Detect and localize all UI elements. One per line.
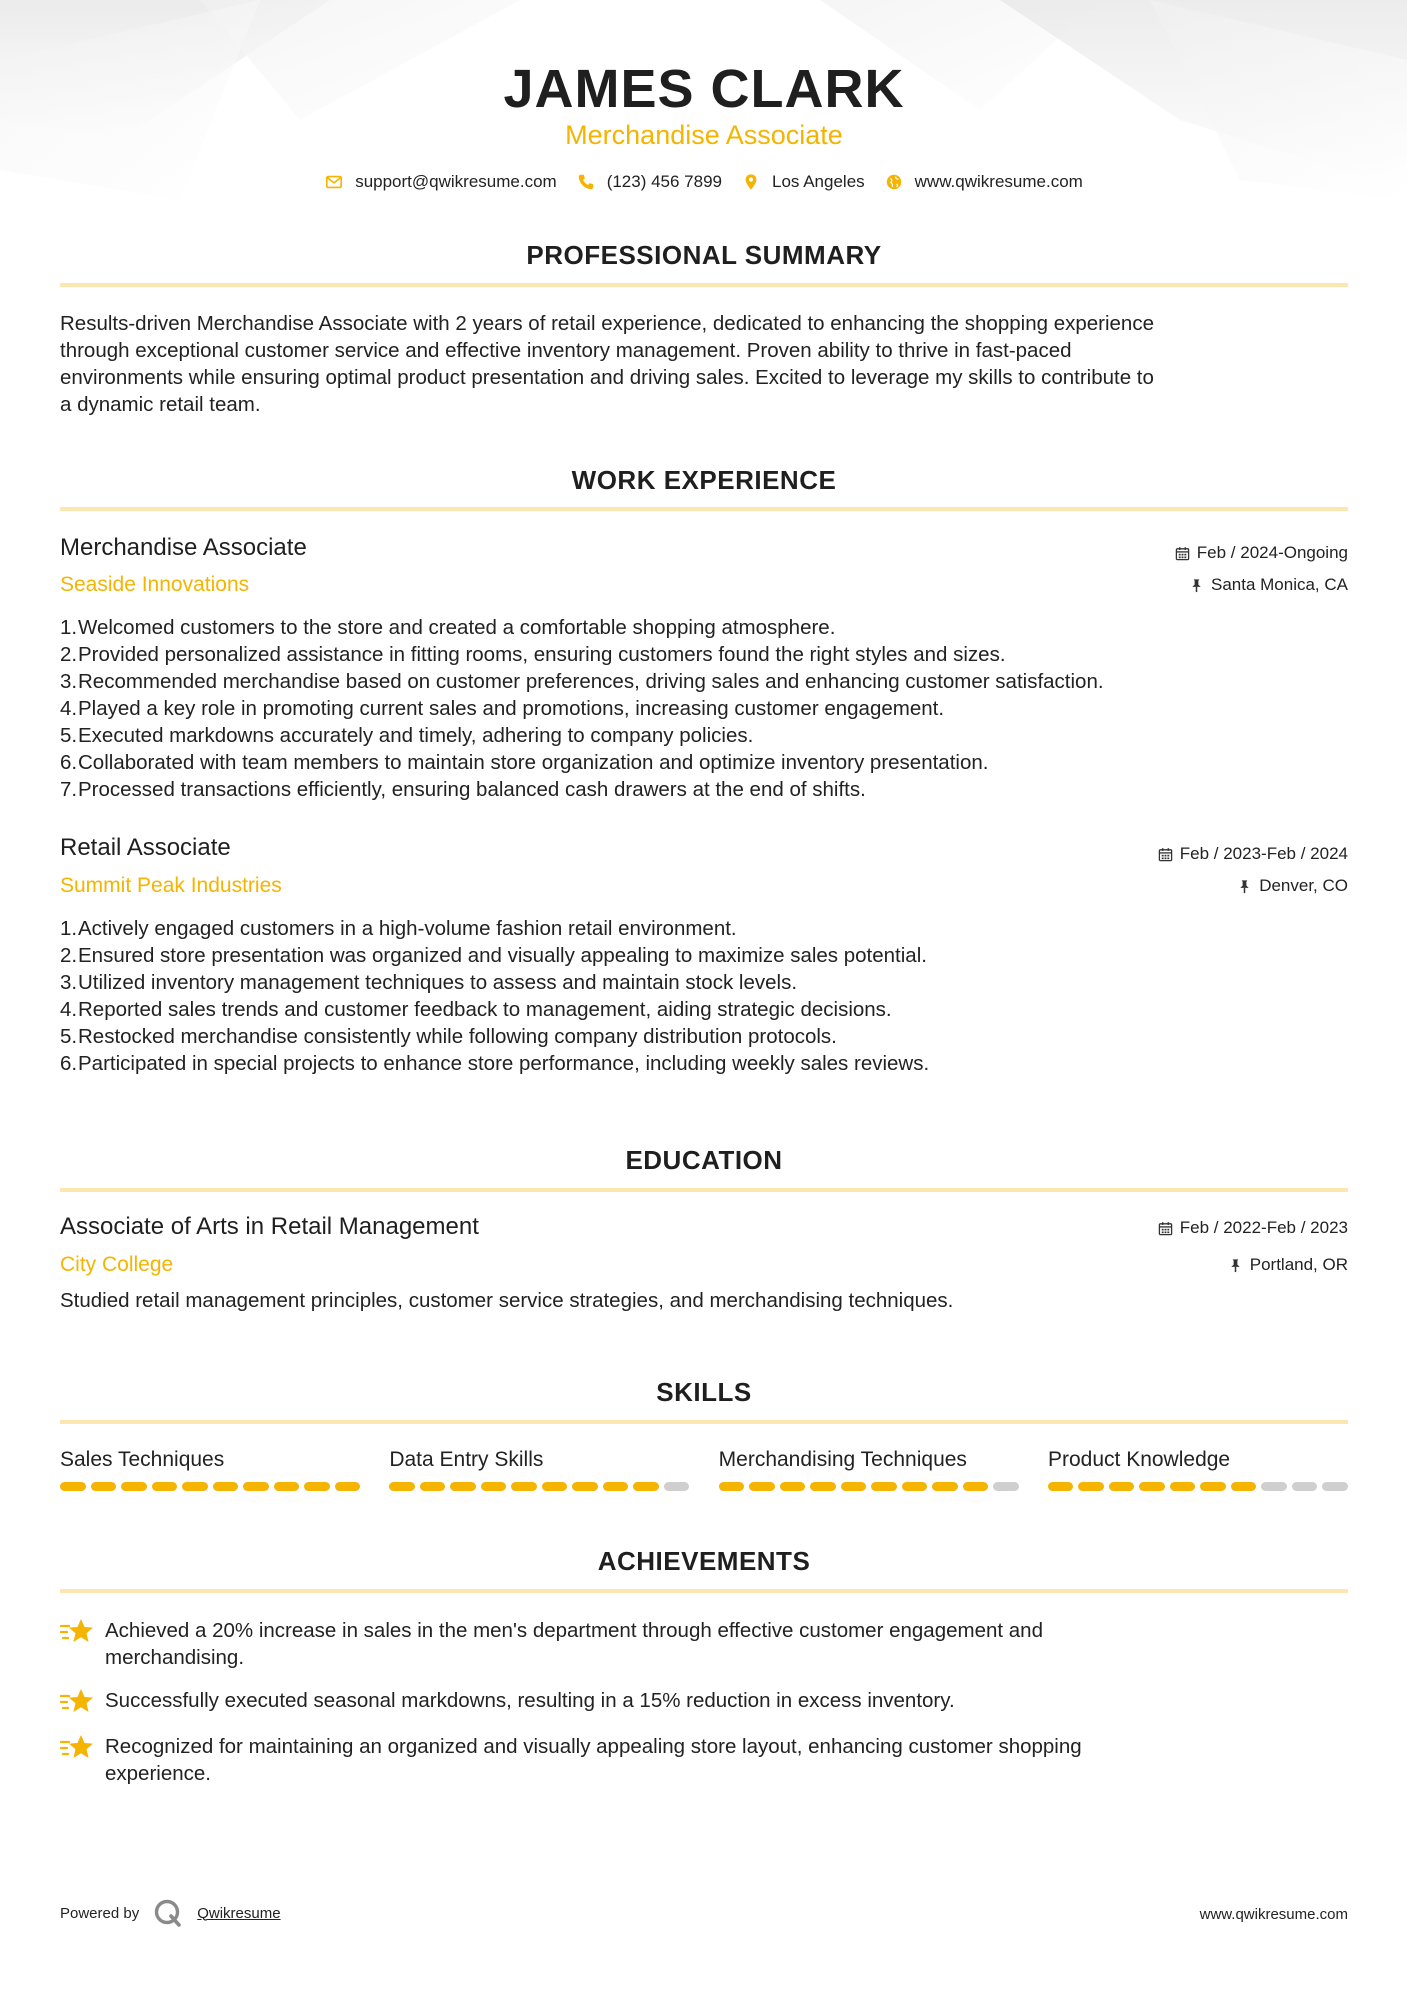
list-item: 1. Welcomed customers to the store and created a comfortable shopping atmosphere.: [60, 616, 836, 639]
list-item: 4. Reported sales trends and customer feedback to management, aiding strategic decisions.: [60, 998, 892, 1021]
skill-level-bar: [60, 1482, 360, 1491]
achievement-text: Recognized for maintaining an organized and visually appealing store layout, enhancing customer shopping experience.: [105, 1735, 1082, 1785]
skill-segment-filled: [182, 1482, 208, 1491]
list-item: 5. Executed markdowns accurately and timely, adhering to company policies.: [60, 724, 754, 747]
powered-by-label: Powered by: [60, 1904, 140, 1922]
skill-segment-filled: [841, 1482, 867, 1491]
job-bullets: [60, 614, 1348, 803]
skills-divider: [60, 1420, 1348, 1424]
skill-segment-filled: [633, 1482, 659, 1491]
list-item: 1. Actively engaged customers in a high-volume fashion retail environment.: [60, 917, 737, 940]
list-item: 6. Participated in special projects to enhance store performance, including weekly sales reviews.: [60, 1052, 930, 1075]
skill-segment-filled: [213, 1482, 239, 1491]
skill-segment-filled: [932, 1482, 958, 1491]
achievements-list: [60, 1617, 1348, 1803]
education-dates-text: Feb / 2022-Feb / 2023: [1179, 1218, 1348, 1237]
summary-text: [60, 310, 1348, 418]
map-pin-icon: [742, 173, 760, 191]
pushpin-icon: [1237, 879, 1252, 894]
school-name: City College: [60, 1253, 174, 1276]
envelope-icon: [325, 173, 343, 191]
skill-segment-filled: [420, 1482, 446, 1491]
skill-segment-filled: [389, 1482, 415, 1491]
skill-segment-filled: [780, 1482, 806, 1491]
achievements-divider: [60, 1589, 1348, 1593]
education-location: [1228, 1255, 1348, 1275]
job-location-text: Denver, CO: [1259, 876, 1348, 895]
job-company: Seaside Innovations: [60, 573, 250, 596]
skill-item: [389, 1448, 689, 1491]
list-item: 6. Collaborated with team members to maintain store organization and optimize inventory presentation.: [60, 751, 989, 774]
list-item: 3. Recommended merchandise based on customer preferences, driving sales and enhancing customer satisfaction.: [60, 670, 1104, 693]
skill-segment-filled: [1200, 1482, 1226, 1491]
achievement-text: Achieved a 20% increase in sales in the men's department through effective customer engagement and merchandising.: [105, 1619, 1043, 1669]
skill-level-bar: [719, 1482, 1019, 1491]
education-dates: [1158, 1218, 1348, 1238]
summary-line: Results-driven Merchandise Associate with 2 years of retail experience, dedicated to enhancing the shopping experience: [60, 312, 1154, 335]
education-heading: EDUCATION: [625, 1145, 783, 1175]
shooting-star-icon: [60, 1733, 94, 1763]
degree-title: Associate of Arts in Retail Management: [60, 1213, 479, 1240]
shooting-star-icon: [60, 1687, 94, 1717]
candidate-role: Merchandise Associate: [565, 120, 843, 150]
skill-segment-filled: [719, 1482, 745, 1491]
achievement-text: Successfully executed seasonal markdowns, resulting in a 15% reduction in excess inventory.: [105, 1689, 955, 1712]
candidate-name: JAMES CLARK: [503, 59, 905, 119]
skill-segment-filled: [1109, 1482, 1135, 1491]
skill-segment-filled: [152, 1482, 178, 1491]
education-location-text: Portland, OR: [1249, 1255, 1348, 1274]
list-item: 4. Played a key role in promoting current sales and promotions, increasing customer engagement.: [60, 697, 945, 720]
skill-segment-filled: [1170, 1482, 1196, 1491]
list-item: 2. Ensured store presentation was organized and visually appealing to maximize sales potential.: [60, 944, 927, 967]
skill-item: [719, 1448, 1019, 1491]
job-bullets: [60, 915, 1348, 1077]
achievements-heading: ACHIEVEMENTS: [597, 1546, 811, 1576]
phone-text: (123) 456 7899: [606, 172, 723, 191]
job-title: Retail Associate: [60, 834, 231, 861]
skill-segment-filled: [810, 1482, 836, 1491]
skill-level-bar: [1048, 1482, 1348, 1491]
skill-name: Sales Techniques: [60, 1448, 225, 1471]
contact-website[interactable]: [885, 172, 1083, 192]
shooting-star-icon: [60, 1617, 94, 1647]
skill-segment-filled: [304, 1482, 330, 1491]
summary-line: through exceptional customer service and effective inventory management. Proven ability to thrive in fast-paced: [60, 339, 1072, 362]
skill-item: [60, 1448, 360, 1491]
footer-website-link[interactable]: www.qwikresume.com: [1199, 1906, 1348, 1923]
summary-line: a dynamic retail team.: [60, 393, 261, 416]
list-item: 7. Processed transactions efficiently, ensuring balanced cash drawers at the end of shifts.: [60, 778, 866, 801]
job-company: Summit Peak Industries: [60, 874, 282, 897]
job-location: [1237, 876, 1348, 896]
skill-segment-filled: [749, 1482, 775, 1491]
location-text: Los Angeles: [772, 172, 865, 191]
skill-segment-filled: [274, 1482, 300, 1491]
job-dates-text: Feb / 2023-Feb / 2024: [1179, 844, 1348, 863]
calendar-icon: [1158, 1221, 1173, 1236]
phone-icon: [577, 173, 595, 191]
skill-segment-empty: [664, 1482, 690, 1491]
skills-heading: SKILLS: [656, 1377, 752, 1407]
skill-segment-empty: [993, 1482, 1019, 1491]
skills-list: [60, 1448, 1348, 1491]
experience-heading: WORK EXPERIENCE: [571, 465, 837, 495]
skill-segment-filled: [511, 1482, 537, 1491]
skill-segment-filled: [121, 1482, 147, 1491]
skill-segment-filled: [335, 1482, 361, 1491]
job-dates: [1158, 844, 1348, 864]
skill-item: [1048, 1448, 1348, 1491]
calendar-icon: [1175, 546, 1190, 561]
skill-segment-filled: [1048, 1482, 1074, 1491]
skill-segment-filled: [60, 1482, 86, 1491]
achievement-item: [60, 1687, 1348, 1717]
job-title: Merchandise Associate: [60, 534, 307, 561]
skill-segment-filled: [603, 1482, 629, 1491]
skill-segment-empty: [1292, 1482, 1318, 1491]
skill-segment-filled: [963, 1482, 989, 1491]
list-item: 5. Restocked merchandise consistently while following company distribution protocols.: [60, 1025, 837, 1048]
experience-divider: [60, 507, 1348, 511]
contact-phone[interactable]: [577, 172, 722, 192]
email-text: support@qwikresume.com: [355, 172, 557, 191]
contact-email[interactable]: [325, 172, 557, 192]
skill-segment-filled: [902, 1482, 928, 1491]
footer-powered-by: [60, 1898, 281, 1928]
job-location-text: Santa Monica, CA: [1210, 575, 1348, 594]
website-text: www.qwikresume.com: [914, 172, 1083, 191]
skill-segment-empty: [1261, 1482, 1287, 1491]
skill-level-bar: [389, 1482, 689, 1491]
summary-line: environments while ensuring optimal product presentation and driving sales. Excited to leverage my skills to contribute to: [60, 366, 1154, 389]
job-dates: [1175, 543, 1348, 563]
summary-divider: [60, 283, 1348, 287]
skill-segment-empty: [1322, 1482, 1348, 1491]
contact-bar: [60, 172, 1348, 192]
pushpin-icon: [1228, 1258, 1243, 1273]
contact-location: [742, 172, 865, 192]
list-item: 2. Provided personalized assistance in fitting rooms, ensuring customers found the right styles and sizes.: [60, 643, 1006, 666]
skill-segment-filled: [1139, 1482, 1165, 1491]
education-description: Studied retail management principles, customer service strategies, and merchandising techniques.: [60, 1289, 954, 1312]
list-item: 3. Utilized inventory management techniques to assess and maintain stock levels.: [60, 971, 798, 994]
skill-segment-filled: [91, 1482, 117, 1491]
skill-segment-filled: [1231, 1482, 1257, 1491]
qwikresume-logo-icon: [153, 1898, 183, 1928]
skill-name: Data Entry Skills: [389, 1448, 544, 1471]
job-dates-text: Feb / 2024-Ongoing: [1196, 543, 1348, 562]
skill-segment-filled: [542, 1482, 568, 1491]
skill-segment-filled: [243, 1482, 269, 1491]
pushpin-icon: [1189, 578, 1204, 593]
skill-name: Merchandising Techniques: [718, 1448, 967, 1471]
achievement-item: [60, 1617, 1348, 1671]
education-divider: [60, 1188, 1348, 1192]
skill-segment-filled: [450, 1482, 476, 1491]
achievement-item: [60, 1733, 1348, 1787]
skill-segment-filled: [481, 1482, 507, 1491]
summary-heading: PROFESSIONAL SUMMARY: [526, 240, 882, 270]
skill-name: Product Knowledge: [1047, 1448, 1231, 1471]
job-location: [1189, 575, 1348, 595]
skill-segment-filled: [1078, 1482, 1104, 1491]
skill-segment-filled: [572, 1482, 598, 1491]
calendar-icon: [1158, 847, 1173, 862]
skill-segment-filled: [871, 1482, 897, 1491]
footer-brand-link[interactable]: Qwikresume: [197, 1904, 281, 1922]
globe-icon: [885, 173, 903, 191]
